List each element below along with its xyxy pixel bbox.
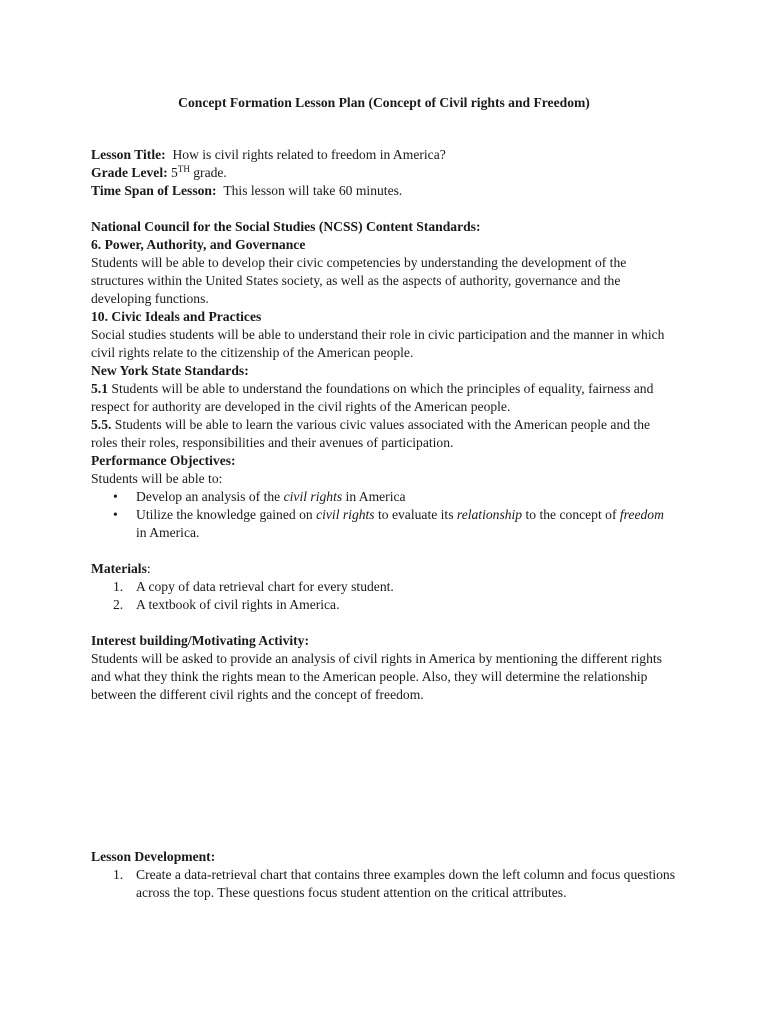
- development-list: [91, 866, 676, 902]
- standard-6-heading: 6. Power, Authority, and Governance: [91, 237, 306, 252]
- grade-level-label: Grade Level:: [91, 165, 168, 180]
- time-span-line: [91, 182, 676, 200]
- materials-list: [91, 578, 676, 614]
- nys-standard-5-1: [91, 380, 676, 416]
- nys-5-1-text: Students will be able to understand the foundations on which the principles of equality, fairness and respect for authority are developed in the civil rights of the American people.: [91, 381, 654, 414]
- materials-heading-line: Materials:: [91, 561, 151, 576]
- nys-5-5-text: Students will be able to learn the various civic values associated with the American people and the roles their roles, responsibilities and their avenues of participation.: [91, 417, 651, 450]
- lesson-title-label: Lesson Title:: [91, 147, 166, 162]
- nys-5-5-number: 5.5.: [91, 417, 112, 432]
- lesson-development-heading: Lesson Development:: [91, 849, 216, 864]
- materials-heading: Materials: [91, 561, 147, 576]
- material-item: 1. A copy of data retrieval chart for every student.: [113, 579, 394, 594]
- grade-level-rest: grade.: [189, 165, 227, 180]
- standard-10-heading: 10. Civic Ideals and Practices: [91, 309, 262, 324]
- grade-level-line: [91, 164, 676, 182]
- interest-text: Students will be asked to provide an analysis of civil rights in America by mentioning the different rights and what they think the rights mean to the American people. Also, they will determine the relationship between the different civil rights and the concept of freedom.: [91, 651, 662, 702]
- material-item: 2. A textbook of civil rights in America.: [113, 597, 340, 612]
- lesson-development-section: [91, 848, 676, 902]
- nys-5-1-number: 5.1: [91, 381, 108, 396]
- objectives-intro: Students will be able to:: [91, 471, 223, 486]
- standard-10-text: Social studies students will be able to understand their role in civic participation and the manner in which civil rights relate to the citizenship of the American people.: [91, 327, 665, 360]
- lesson-title-value: How is civil rights related to freedom in America?: [172, 147, 446, 162]
- objective-item: • Utilize the knowledge gained on civil rights to evaluate its relationship to the concept of freedom in America.: [91, 506, 676, 542]
- lesson-title-line: [91, 146, 676, 164]
- nys-heading: New York State Standards:: [91, 363, 249, 378]
- ncss-heading: National Council for the Social Studies (NCSS) Content Standards:: [91, 219, 481, 234]
- grade-level-number: 5: [171, 165, 178, 180]
- time-span-value: This lesson will take 60 minutes.: [223, 183, 403, 198]
- objectives-list: [91, 488, 676, 542]
- document-body: [91, 146, 676, 704]
- development-item: 1. Create a data-retrieval chart that contains three examples down the left column and focus questions across the top. These questions focus student attention on the critical attributes.: [113, 867, 676, 900]
- grade-level-suffix: TH: [177, 164, 190, 174]
- document-title: Concept Formation Lesson Plan (Concept of Civil rights and Freedom): [178, 95, 590, 110]
- time-span-label: Time Span of Lesson:: [91, 183, 217, 198]
- nys-standard-5-5: [91, 416, 676, 452]
- interest-heading: Interest building/Motivating Activity:: [91, 633, 310, 648]
- standard-6-text: Students will be able to develop their civic competencies by understanding the development of the structures within the United States society, as well as the aspects of authority, governance and the developing functions.: [91, 255, 627, 306]
- objectives-heading: Performance Objectives:: [91, 453, 236, 468]
- objective-item: • Develop an analysis of the civil rights in America: [91, 488, 676, 506]
